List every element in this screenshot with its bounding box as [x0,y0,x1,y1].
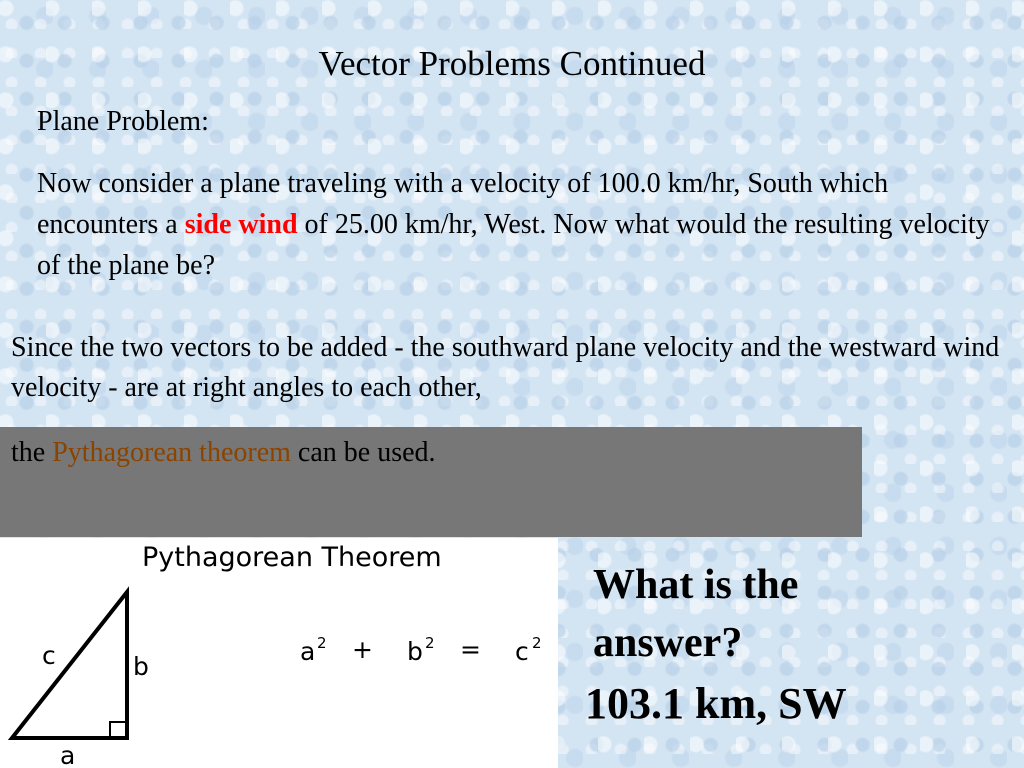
theorem-line [11,437,436,469]
explanation-text: Since the two vectors to be added - the southward plane velocity and the westward wind velocity - are at right angles to each other, [11,332,1000,403]
theorem-line-end: can be used. [290,437,436,468]
side-c-label: c [42,641,56,670]
equation-equals: = [460,635,481,664]
theorem-line-start: the [11,437,53,468]
equation-a-exponent: 2 [317,634,327,652]
right-triangle [12,592,127,738]
theorem-figure [0,538,558,768]
figure-heading: Pythagorean Theorem [142,542,442,573]
pythagorean-theorem-link: Pythagorean theorem [52,437,291,468]
problem-text-start: Now consider a plane traveling with a velocity of 100.0 km/hr, South which encounters a [37,168,889,240]
theorem-diagram [0,538,558,768]
equation-c-exponent: 2 [532,634,542,652]
question-text: What is the answer? [593,562,799,666]
equation-b: b [407,637,423,666]
equation-b-exponent: 2 [425,634,435,652]
problem-heading: Plane Problem: [37,106,209,137]
equation-a: a [300,637,316,666]
equation-c: c [515,637,529,666]
side-wind-highlight: side wind [184,209,298,240]
right-angle-marker [110,722,127,738]
answer-text: 103.1 km, SW [585,679,847,728]
problem-text-end: of 25.00 km/hr, West. Now what would the resulting velocity of the plane be? [37,209,990,281]
equation-plus: + [352,635,373,664]
problem-text [37,163,1012,286]
side-b-label: b [133,652,149,681]
slide-title: Vector Problems Continued [318,44,706,83]
side-a-label: a [60,741,76,768]
